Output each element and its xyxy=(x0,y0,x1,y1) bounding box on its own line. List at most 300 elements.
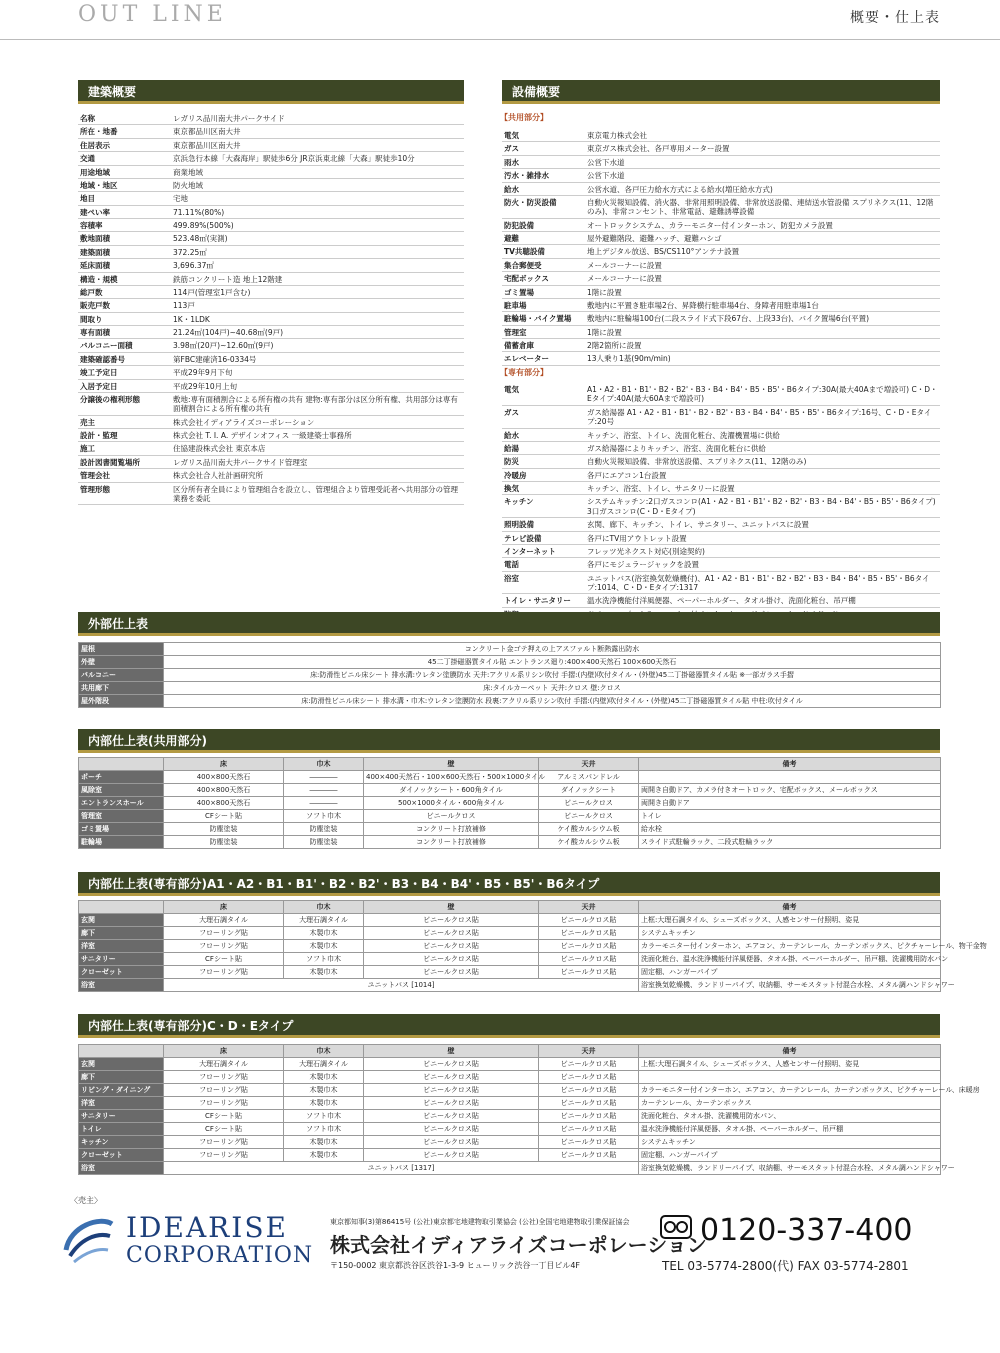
table-row xyxy=(79,771,941,784)
footer xyxy=(60,1195,960,1285)
logo-text-idearise: IDEARISE xyxy=(126,1211,288,1244)
building-heading: 建築概要 xyxy=(78,80,464,104)
spec-row xyxy=(502,183,940,196)
interior-a-heading: 内部仕上表(専有部分)A1・A2・B1・B1'・B2・B2'・B3・B4・B4'・B5・B5'・B6タイプ xyxy=(78,872,940,896)
table-row xyxy=(79,927,941,940)
spec-label: 所在・地番 xyxy=(80,127,118,137)
table-cell: 浴室換気乾燥機、ランドリーパイプ、収納棚、サーモスタット付混合水栓、メタル調ハンドシャワー xyxy=(639,979,941,992)
spec-value: 公営下水道 xyxy=(587,171,625,181)
spec-label: 設計図書閲覧場所 xyxy=(80,457,140,467)
spec-label: 分譲後の権利形態 xyxy=(80,394,140,404)
table-cell: ビニールクロス貼 xyxy=(364,1084,539,1097)
table-cell: カラーモニター付インターホン、エアコン、カーテンレール、カーテンボックス、ピクチャーレール、物干金物 xyxy=(639,940,941,953)
spec-label: 建ぺい率 xyxy=(80,207,110,217)
spec-row xyxy=(502,129,940,142)
table-cell: コンクリート打放補修 xyxy=(364,823,539,836)
freedial-icon xyxy=(660,1215,692,1239)
spec-label: エレベーター xyxy=(504,354,549,364)
spec-value: 株式会社イディアライズコーポレーション xyxy=(173,417,315,427)
table-cell: 両開き自動ドア xyxy=(639,797,941,810)
spec-value: 商業地域 xyxy=(173,167,203,177)
spec-label: 浴室 xyxy=(504,573,519,583)
row-label: バルコニー xyxy=(79,669,164,682)
spec-row xyxy=(502,312,940,325)
company-name: 株式会社イディアライズコーポレーション xyxy=(330,1233,707,1257)
table-cell: CFシート貼 xyxy=(164,953,284,966)
spec-label: 構造・規模 xyxy=(80,274,118,284)
row-label: 玄関 xyxy=(79,914,164,927)
spec-label: 地域・地区 xyxy=(80,180,118,190)
spec-label: 交通 xyxy=(80,154,95,164)
row-label: 屋外階段 xyxy=(79,695,164,708)
spec-row xyxy=(78,206,464,219)
spec-value: 372.25㎡ xyxy=(173,247,207,257)
column-header: 備考 xyxy=(639,1045,941,1058)
spec-value: 京浜急行本線「大森海岸」駅徒歩6分 JR京浜東北線「大森」駅徒歩10分 xyxy=(173,154,415,164)
spec-row xyxy=(502,326,940,339)
spec-value: 株式会社合人社計画研究所 xyxy=(173,471,263,481)
row-label: 風除室 xyxy=(79,784,164,797)
column-header: 床 xyxy=(164,1045,284,1058)
table-cell: ソフト巾木 xyxy=(284,810,364,823)
spec-value: 東京都品川区南大井 xyxy=(173,140,241,150)
spec-value: 各戸にTV用アウトレット設置 xyxy=(587,533,687,543)
spec-label: ガス xyxy=(504,144,519,154)
spec-row xyxy=(78,416,464,429)
table-cell: フローリング貼 xyxy=(164,927,284,940)
spec-value: 各戸にモジュラージャックを設置 xyxy=(587,560,700,570)
spec-label: 延床面積 xyxy=(80,261,110,271)
spec-value: 敷地内に駐輪場100台(二段スライド式下段67台、上段33台)、バイク置場6台(平置) xyxy=(587,314,870,324)
table-cell xyxy=(639,771,941,784)
column-header xyxy=(79,901,164,914)
spec-label: 管理形態 xyxy=(80,484,110,494)
table-cell: ダイノックシート xyxy=(539,784,639,797)
table-cell: 400×800天然石 xyxy=(164,797,284,810)
table-cell: スライド式駐輪ラック、二段式駐輪ラック xyxy=(639,836,941,849)
column-header: 天井 xyxy=(539,758,639,771)
column-header: 備考 xyxy=(639,758,941,771)
column-header: 床 xyxy=(164,901,284,914)
spec-row xyxy=(78,125,464,138)
spec-row xyxy=(502,169,940,182)
table-cell: 500×1000タイル・600角タイル xyxy=(364,797,539,810)
spec-row xyxy=(502,232,940,245)
spec-label: 駐車場 xyxy=(504,300,527,310)
spec-value: 499.89%(500%) xyxy=(173,221,234,230)
row-value: 床:タイルカーペット 天井:クロス 壁:クロス xyxy=(164,682,941,695)
column-header: 備考 xyxy=(639,901,941,914)
spec-value: 1階に設置 xyxy=(587,287,622,297)
spec-row xyxy=(78,112,464,125)
spec-value: 東京電力株式会社 xyxy=(587,131,647,140)
spec-row xyxy=(502,594,940,607)
row-label: 屋根 xyxy=(79,643,164,656)
table-cell: 大理石調タイル xyxy=(284,1058,364,1071)
spec-value: 株式会社 T. I. A. デザインオフィス 一級建築士事務所 xyxy=(173,431,352,440)
table-cell: ビニールクロス貼 xyxy=(539,1136,639,1149)
tel-fax: TEL 03-5774-2800(代) FAX 03-5774-2801 xyxy=(662,1259,909,1273)
spec-row xyxy=(502,196,940,219)
spec-row xyxy=(78,339,464,352)
spec-row xyxy=(502,142,940,155)
row-value: 45二丁掛磁器質タイル貼 エントランス廻り:400×400天然石 100×600天然石 xyxy=(164,656,941,669)
table-cell: ビニールクロス貼 xyxy=(539,1058,639,1071)
spec-label: 間取り xyxy=(80,314,103,324)
interior-c-table xyxy=(78,1044,980,1175)
row-value: 床:防滑性ビニル床シート 排水溝・巾木:ウレタン塗膜防水 段裏:アクリル系リシン吹付 手摺:(内壁)吹付タイル・(外壁)45二丁掛磁器質タイル貼 中柱:吹付タイル xyxy=(164,695,941,708)
spec-label: 駐輪場・バイク置場 xyxy=(504,314,572,324)
spec-label: 建築面積 xyxy=(80,247,110,257)
spec-row xyxy=(78,429,464,442)
spec-row xyxy=(78,313,464,326)
spec-value: 住協建設株式会社 東京本店 xyxy=(173,444,266,454)
table-cell: ソフト巾木 xyxy=(284,1110,364,1123)
row-label: 駐輪場 xyxy=(79,836,164,849)
spec-value: オートロックシステム、カラーモニター付インターホン、防犯カメラ設置 xyxy=(587,220,833,230)
table-cell: ビニールクロス貼 xyxy=(364,1123,539,1136)
table-cell: ビニールクロス貼 xyxy=(364,1149,539,1162)
spec-value: ユニットバス(浴室換気乾燥機付)、A1・A2・B1・B1'・B2・B2'・B3・B4・B4'・B5・B5'・B6タイプ:1014、C・D・Eタイプ:1317 xyxy=(587,573,930,592)
row-label: 廊下 xyxy=(79,927,164,940)
outline-heading: OUT LINE xyxy=(78,2,227,27)
spec-row xyxy=(502,442,940,455)
spec-row xyxy=(78,469,464,482)
table-cell: CFシート貼 xyxy=(164,810,284,823)
spec-label: 入居予定日 xyxy=(80,381,118,391)
spec-label: 備蓄倉庫 xyxy=(504,341,534,350)
spec-value: 71.11%(80%) xyxy=(173,207,225,217)
table-cell: ―――― xyxy=(284,797,364,810)
spec-label: 電話 xyxy=(504,560,519,570)
spec-label: 電気 xyxy=(504,385,519,394)
spec-value: 公営下水道 xyxy=(587,157,625,167)
table-cell: ビニールクロス貼 xyxy=(539,927,639,940)
table-row xyxy=(79,1071,941,1084)
table-cell: 木製巾木 xyxy=(284,1136,364,1149)
table-cell: 防塵塗装 xyxy=(284,836,364,849)
table-cell: 木製巾木 xyxy=(284,1149,364,1162)
table-row xyxy=(79,836,941,849)
row-label: リビング・ダイニング xyxy=(79,1084,164,1097)
spec-value: システムキッチン:2口ガスコンロ(A1・A2・B1・B1'・B2・B2'・B3・B4・B4'・B5・B5'・B6タイプ) 3口ガスコンロ(C・D・Eタイプ) xyxy=(587,497,936,516)
spec-label: 用途地域 xyxy=(80,167,110,177)
spec-value: 平成29年9月下旬 xyxy=(173,368,233,378)
table-cell: フローリング貼 xyxy=(164,1149,284,1162)
table-cell: ビニールクロス貼 xyxy=(364,953,539,966)
spec-row xyxy=(502,299,940,312)
seller-label: 〈売主〉 xyxy=(70,1196,102,1205)
spec-value: レガリス品川南大井パークサイド xyxy=(173,114,285,123)
row-label: エントランスホール xyxy=(79,797,164,810)
spec-row xyxy=(78,286,464,299)
table-cell: 400×800天然石 xyxy=(164,784,284,797)
column-header: 天井 xyxy=(539,1045,639,1058)
spec-value: 東京都品川区南大井 xyxy=(173,127,241,137)
table-cell: 大理石調タイル xyxy=(164,914,284,927)
spec-value: 玄関、廊下、キッチン、トイレ、サニタリー、ユニットバスに設置 xyxy=(587,520,809,530)
table-cell: ビニールクロス貼 xyxy=(364,966,539,979)
spec-label: 設計・監理 xyxy=(80,431,118,440)
table-cell: 防塵塗装 xyxy=(164,823,284,836)
column-header: 天井 xyxy=(539,901,639,914)
spec-label: インターネット xyxy=(504,546,556,556)
spec-label: ゴミ置場 xyxy=(504,287,534,297)
table-cell: 給水栓 xyxy=(639,823,941,836)
row-label: 浴室 xyxy=(79,1162,164,1175)
spec-label: 管理室 xyxy=(504,327,527,337)
table-cell: トイレ xyxy=(639,810,941,823)
table-row xyxy=(79,656,941,669)
spec-row xyxy=(502,482,940,495)
spec-row xyxy=(502,455,940,468)
table-cell: 洗面化粧台、温水洗浄機能付洋風便器、タオル掛、ペーパーホルダー、吊戸棚、洗濯機用防水パン xyxy=(639,953,941,966)
spec-value: キッチン、浴室、トイレ、洗面化粧台、洗濯機置場に供給 xyxy=(587,430,780,440)
column-header: 床 xyxy=(164,758,284,771)
row-label: 外壁 xyxy=(79,656,164,669)
spec-value: 温水洗浄機能付洋風便器、ペーパーホルダー、タオル掛け、洗面化粧台、吊戸棚 xyxy=(587,596,856,606)
spec-value: 敷地内に平置き駐車場2台、昇降横行駐車場4台、身障者用駐車場1台 xyxy=(587,300,819,310)
table-row xyxy=(79,979,941,992)
column-header: 巾木 xyxy=(284,901,364,914)
spec-row xyxy=(78,273,464,286)
spec-value: 523.48㎡(実測) xyxy=(173,234,228,244)
table-cell: 固定棚、ハンガーパイプ xyxy=(639,1149,941,1162)
spec-row xyxy=(78,152,464,165)
column-header xyxy=(79,1045,164,1058)
table-cell: コンクリート打放補修 xyxy=(364,836,539,849)
spec-value: A1・A2・B1・B1'・B2・B2'・B3・B4・B4'・B5・B5'・B6タイプ:30A(最大40Aまで増設可) C・D・Eタイプ:40A(最大60Aまで増設可) xyxy=(587,385,938,404)
spec-row xyxy=(78,246,464,259)
table-cell: ユニットバス [1014] xyxy=(164,979,639,992)
interior-c-heading: 内部仕上表(専有部分)C・D・Eタイプ xyxy=(78,1014,940,1038)
table-cell: ビニールクロス貼 xyxy=(539,914,639,927)
table-cell: システムキッチン xyxy=(639,1136,941,1149)
row-label: キッチン xyxy=(79,1136,164,1149)
spec-row xyxy=(78,166,464,179)
spec-label: 防犯設備 xyxy=(504,220,534,230)
spec-label: 地目 xyxy=(80,194,95,204)
table-cell: ビニールクロス貼 xyxy=(364,1110,539,1123)
table-cell: ビニールクロス貼 xyxy=(539,1123,639,1136)
spec-row xyxy=(502,545,940,558)
spec-value: 敷地:専有面積割合による所有権の共有 建物:専有部分は区分所有権、共用部分は専有面積割合による所有権の共有 xyxy=(173,394,458,414)
table-cell: アルミスパンドレル xyxy=(539,771,639,784)
table-cell: ビニールクロス貼 xyxy=(364,1058,539,1071)
table-row xyxy=(79,695,941,708)
spec-row xyxy=(78,380,464,393)
table-cell: 上框:大理石調タイル、シューズボックス、人感センサー付照明、姿見 xyxy=(639,1058,941,1071)
spec-label: 防災 xyxy=(504,457,519,467)
table-cell: 木製巾木 xyxy=(284,1084,364,1097)
exterior-heading: 外部仕上表 xyxy=(78,612,940,636)
table-row xyxy=(79,1162,941,1175)
table-cell: フローリング貼 xyxy=(164,940,284,953)
table-cell: ビニールクロス貼 xyxy=(539,1071,639,1084)
spec-value: 1階に設置 xyxy=(587,327,622,337)
spec-value: 2階2箇所に設置 xyxy=(587,341,642,350)
freedial-number: 0120-337-400 xyxy=(700,1213,913,1248)
spec-value: 1K・1LDK xyxy=(173,314,210,324)
table-row xyxy=(79,1097,941,1110)
spec-value: 区分所有者全員により管理組合を設立し、管理組合より管理受託者へ共用部分の管理業務を委託 xyxy=(173,484,458,503)
table-row xyxy=(79,810,941,823)
spec-label: 敷地面積 xyxy=(80,234,110,244)
spec-value: 屋外避難階段、避難ハッチ、避難ハシゴ xyxy=(587,234,722,243)
table-row xyxy=(79,1058,941,1071)
spec-row xyxy=(502,572,940,595)
table-row xyxy=(79,669,941,682)
license-info: 東京都知事(3)第86415号 (公社)東京都宅地建物取引業協会 (公社)全国宅地建物取引業保証協会 xyxy=(330,1218,630,1226)
spec-label: 集合郵便受 xyxy=(504,260,542,270)
spec-value: 3.98㎡(20戸)~12.60㎡(9戸) xyxy=(173,341,274,351)
spec-value: メールコーナーに設置 xyxy=(587,274,662,284)
common-part-label: 【共用部分】 xyxy=(500,113,548,122)
building-spec-list xyxy=(78,112,464,505)
spec-row xyxy=(502,429,940,442)
table-cell: システムキッチン xyxy=(639,927,941,940)
spec-value: 自動火災報知設備、非常放送設備、スプリネクス(11、12階のみ) xyxy=(587,457,807,467)
top-bar xyxy=(0,0,1000,40)
table-cell: 洗面化粧台、タオル掛、洗濯機用防水パン、 xyxy=(639,1110,941,1123)
table-cell: ビニールクロス貼 xyxy=(539,966,639,979)
table-cell: 防塵塗装 xyxy=(284,823,364,836)
spec-label: 施工 xyxy=(80,444,95,454)
spec-value: 東京ガス株式会社、各戸専用メーター設置 xyxy=(587,144,730,154)
spec-value: 平成29年10月上旬 xyxy=(173,381,238,391)
row-value: 床:防滑性ビニル床シート 排水溝:ウレタン塗膜防水 天井:アクリル系リシン吹付 手摺:(内壁)吹付タイル・(外壁)45二丁掛磁器質タイル貼 ※一部ガラス手摺 xyxy=(164,669,941,682)
equipment-common-list xyxy=(502,129,940,366)
row-value: コンクリート金ゴテ押えの上アスファルト断熱露出防水 xyxy=(164,643,941,656)
table-row xyxy=(79,797,941,810)
table-cell: フローリング貼 xyxy=(164,1136,284,1149)
table-row xyxy=(79,1123,941,1136)
column-header xyxy=(79,758,164,771)
spec-label: 専有面積 xyxy=(80,328,110,337)
spec-label: トイレ・サニタリー xyxy=(504,596,571,606)
spec-value: 第FBC建確済16-0334号 xyxy=(173,354,257,364)
spec-label: 宅配ボックス xyxy=(504,274,549,284)
spec-value: レガリス品川南大井パークサイド管理室 xyxy=(173,457,308,467)
table-cell: ―――― xyxy=(284,771,364,784)
column-header: 壁 xyxy=(364,1045,539,1058)
spec-label: 防火・防災設備 xyxy=(504,197,557,207)
spec-label: 販売戸数 xyxy=(80,301,110,311)
table-cell: CFシート貼 xyxy=(164,1123,284,1136)
table-cell: 木製巾木 xyxy=(284,966,364,979)
table-cell: 400×800天然石 xyxy=(164,771,284,784)
spec-row xyxy=(78,456,464,469)
idearise-logo-icon xyxy=(60,1210,118,1268)
spec-row xyxy=(502,558,940,571)
spec-label: ガス xyxy=(504,407,519,417)
row-label: 浴室 xyxy=(79,979,164,992)
spec-label: 総戸数 xyxy=(80,287,103,297)
table-cell: ビニールクロス貼 xyxy=(364,1097,539,1110)
spec-row xyxy=(78,442,464,455)
row-label: 洋室 xyxy=(79,940,164,953)
spec-row xyxy=(502,352,940,365)
spec-value: フレッツ光ネクスト対応(別途契約) xyxy=(587,546,705,556)
spec-label: 給水 xyxy=(504,184,519,194)
table-row xyxy=(79,784,941,797)
table-row xyxy=(79,914,941,927)
table-cell: ソフト巾木 xyxy=(284,953,364,966)
table-cell: ビニールクロス貼 xyxy=(539,1097,639,1110)
interior-common-heading: 内部仕上表(共用部分) xyxy=(78,729,940,753)
header-row xyxy=(79,758,941,771)
spec-value: ガス給湯器によりキッチン、浴室、洗面化粧台に供給 xyxy=(587,443,766,453)
spec-row xyxy=(502,406,940,429)
logo-text-corporation: CORPORATION xyxy=(126,1243,314,1268)
spec-value: 鉄筋コンクリート造 地上12階建 xyxy=(173,274,283,284)
spec-label: 住居表示 xyxy=(80,140,110,150)
spec-row xyxy=(502,245,940,258)
table-cell: フローリング貼 xyxy=(164,1071,284,1084)
table-cell: 大理石調タイル xyxy=(284,914,364,927)
table-cell: ビニールクロス貼 xyxy=(539,1110,639,1123)
header-row xyxy=(79,901,941,914)
spec-label: 容積率 xyxy=(80,221,103,230)
row-label: 玄関 xyxy=(79,1058,164,1071)
equipment-private-list xyxy=(502,383,940,635)
spec-value: ガス給湯器 A1・A2・B1・B1'・B2・B2'・B3・B4・B4'・B5・B5'・B6タイプ:16号、C・D・Eタイプ:20号 xyxy=(587,407,932,427)
private-part-label: 【専有部分】 xyxy=(500,368,548,377)
table-cell: ケイ酸カルシウム板 xyxy=(539,836,639,849)
spec-value: メールコーナーに設置 xyxy=(587,260,662,270)
row-label: 管理室 xyxy=(79,810,164,823)
spec-row xyxy=(502,495,940,518)
spec-row xyxy=(78,483,464,506)
table-cell: 木製巾木 xyxy=(284,1097,364,1110)
table-cell: ビニールクロス xyxy=(539,810,639,823)
table-cell: 固定棚、ハンガーパイプ xyxy=(639,966,941,979)
table-cell: 木製巾木 xyxy=(284,1071,364,1084)
table-cell: ビニールクロス xyxy=(364,810,539,823)
table-cell: ケイ酸カルシウム板 xyxy=(539,823,639,836)
table-cell xyxy=(639,1071,941,1084)
spec-label: 冷暖房 xyxy=(504,470,527,480)
table-cell: フローリング貼 xyxy=(164,1084,284,1097)
row-label: クローゼット xyxy=(79,966,164,979)
spec-row xyxy=(502,219,940,232)
interior-a-table xyxy=(78,900,987,992)
spec-value: 宅地 xyxy=(173,194,188,204)
table-cell: ビニールクロス貼 xyxy=(364,1071,539,1084)
spec-label: バルコニー面積 xyxy=(80,341,133,351)
column-header: 巾木 xyxy=(284,1045,364,1058)
row-label: 洋室 xyxy=(79,1097,164,1110)
spec-row xyxy=(502,532,940,545)
table-cell: カーテンレール、カーテンボックス xyxy=(639,1097,941,1110)
spec-row xyxy=(78,219,464,232)
row-label: トイレ xyxy=(79,1123,164,1136)
table-cell: 防塵塗装 xyxy=(164,836,284,849)
spec-label: 売主 xyxy=(80,417,95,427)
spec-row xyxy=(78,192,464,205)
spec-label: テレビ設備 xyxy=(504,533,542,543)
table-row xyxy=(79,1149,941,1162)
spec-value: 公営水道、各戸圧力給水方式による給水(増圧給水方式) xyxy=(587,184,773,194)
spec-row xyxy=(502,339,940,352)
table-cell: ビニールクロス貼 xyxy=(539,953,639,966)
spec-label: 換気 xyxy=(504,484,519,493)
table-row xyxy=(79,1084,941,1097)
spec-row xyxy=(502,272,940,285)
table-cell: ビニールクロス貼 xyxy=(364,940,539,953)
spec-label: 汚水・雑排水 xyxy=(504,171,549,181)
table-cell: 上框:大理石調タイル、シューズボックス、人感センサー付照明、姿見 xyxy=(639,914,941,927)
